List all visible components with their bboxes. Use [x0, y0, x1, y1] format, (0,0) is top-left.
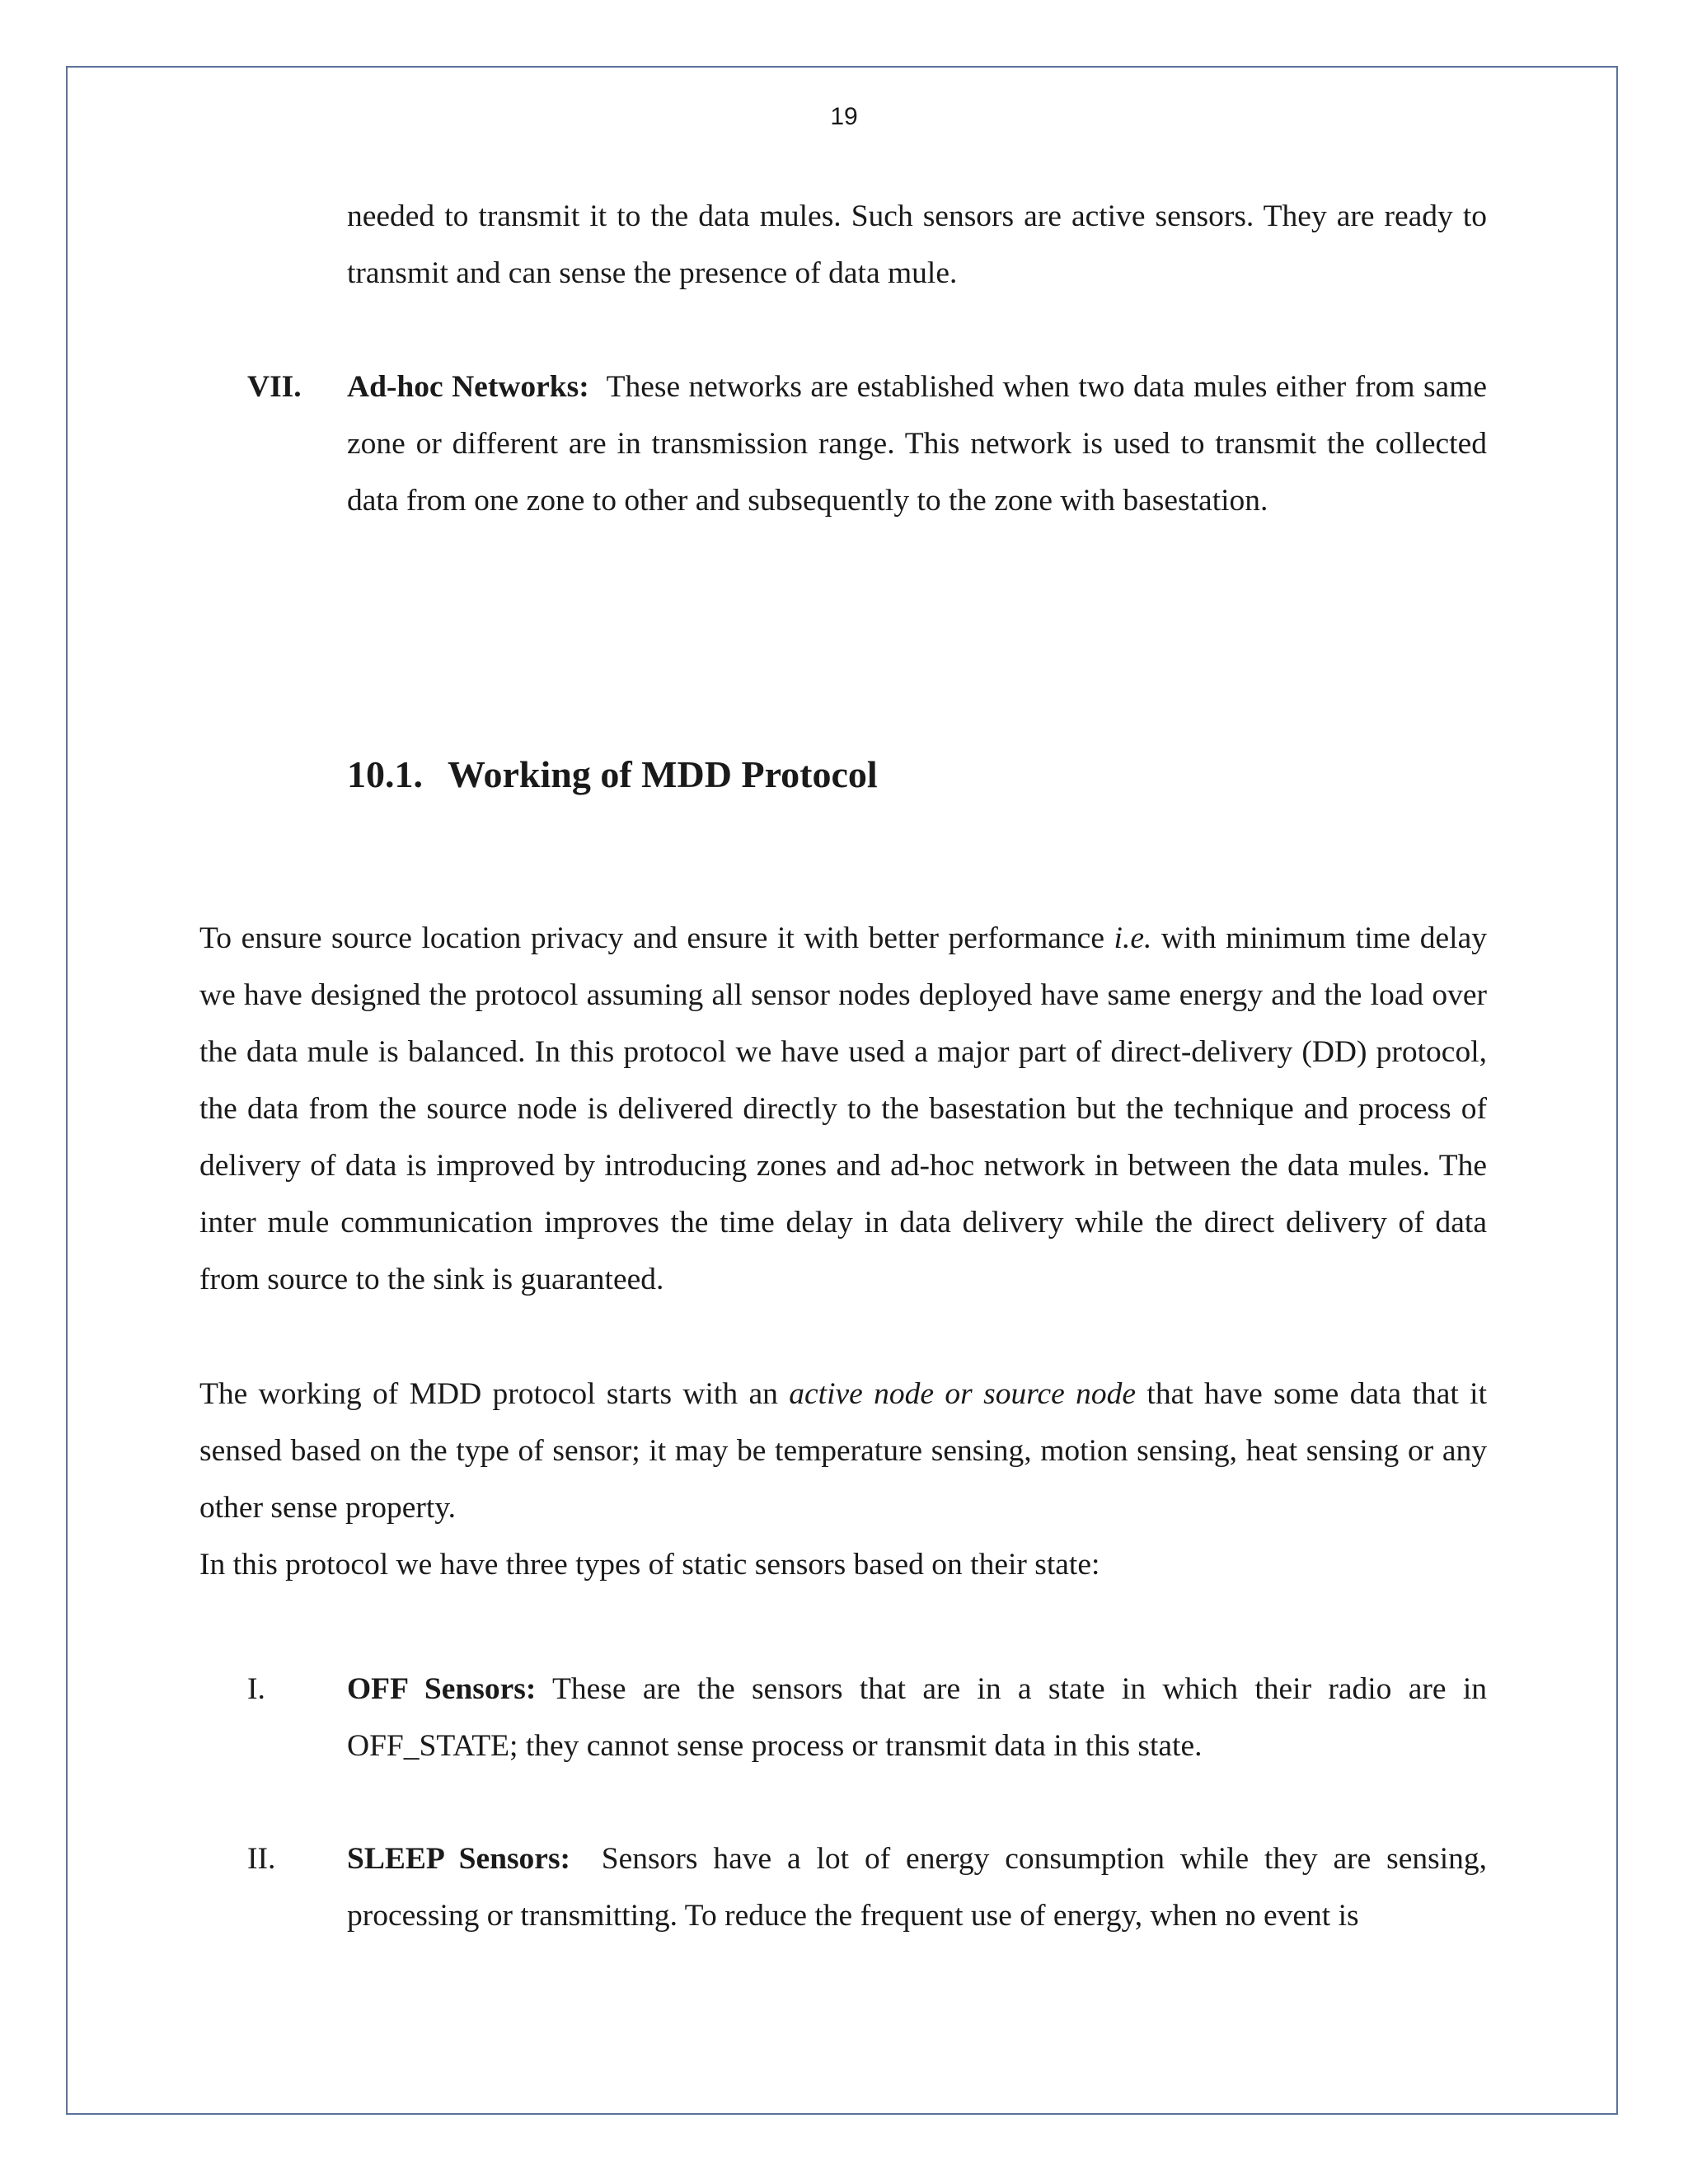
text-span: that have some data that it sensed based on the type of sensor; it may be temperature sensing, motion sensing, heat sensing or any other sense property.	[199, 1377, 1487, 1525]
term-ad-hoc-networks: Ad-hoc Networks:	[347, 370, 589, 404]
term-sleep-sensors: SLEEP Sensors:	[347, 1842, 571, 1876]
list-item-sleep-sensors	[347, 1830, 1487, 1944]
text-span: The working of MDD protocol starts with an	[199, 1377, 790, 1411]
text-span: with minimum time delay we have designed the protocol assuming all sensor nodes deployed have same energy and the load over the data mule is balanced. In this protocol we have used a major part of direct-delivery (DD) protocol, the data from the source node is delivered directly to the basestation but the technique and process of delivery of data is improved by introducing zones and ad-hoc network in between the data mules. The inter mule communication improves the time delay in data delivery while the direct delivery of data from source to the sink is guaranteed.	[199, 921, 1487, 1296]
list-item-off-sensors	[347, 1661, 1487, 1774]
continuation-paragraph: needed to transmit it to the data mules. Such sensors are active sensors. They are ready to transmit and can sense the presence of data mule.	[347, 199, 1487, 290]
list-marker-ii: II.	[247, 1842, 276, 1876]
list-item-ad-hoc-networks	[347, 359, 1487, 529]
list-item-text: Sensors have a lot of energy consumption while they are sensing, processing or transmitting. To reduce the frequent use of energy, when no event is	[347, 1842, 1488, 1933]
italic-abbreviation: i.e.	[1114, 921, 1152, 955]
section-heading	[347, 750, 878, 799]
list-marker-i: I.	[247, 1672, 265, 1706]
text-span: To ensure source location privacy and ensure it with better performance	[199, 921, 1114, 955]
list-marker-vii: VII.	[247, 370, 302, 404]
list-item-text: These networks are established when two data mules either from same zone or different are in transmission range. This network is used to transmit the collected data from one zone to other and subsequently to the zone with basestation.	[347, 370, 1488, 518]
list-item-text: These are the sensors that are in a state in which their radio are in OFF_STATE; they cannot sense process or transmit data in this state.	[347, 1672, 1488, 1763]
body-paragraph-3: In this protocol we have three types of static sensors based on their state:	[199, 1548, 1100, 1582]
body-paragraph-1	[199, 910, 1487, 1308]
term-off-sensors: OFF Sensors:	[347, 1672, 537, 1706]
page-number: 19	[830, 103, 858, 130]
body-paragraph-2	[199, 1366, 1487, 1536]
section-number: 10.1.	[347, 753, 423, 795]
italic-phrase: active node or source node	[789, 1377, 1137, 1411]
section-title: Working of MDD Protocol	[448, 753, 878, 795]
